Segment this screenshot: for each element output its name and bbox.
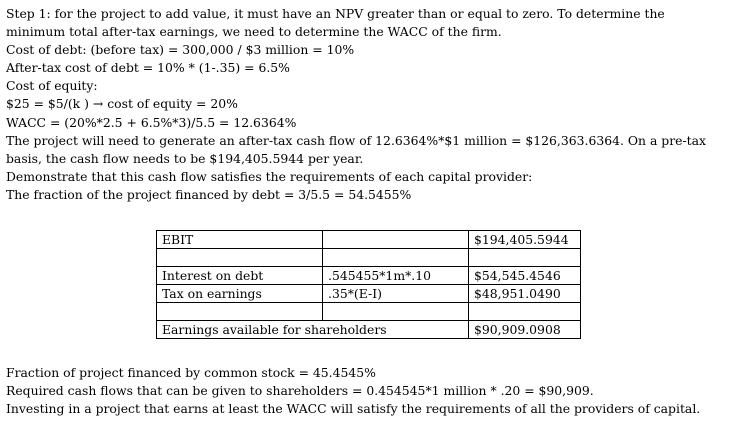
pre-tax-cash-flow-line: basis, the cash flow needs to be $194,405.5944 per year. xyxy=(6,150,364,166)
cost-of-equity-heading: Cost of equity: xyxy=(6,78,98,94)
tax-formula: .35*(E-I) xyxy=(323,285,469,303)
empty-cell xyxy=(323,249,469,267)
intro-line-1: Step 1: for the project to add value, it must have an NPV greater than or equal to zero. To determine the xyxy=(6,6,665,21)
wacc-line: WACC = (20%*2.5 + 6.5%*3)/5.5 = 12.6364% xyxy=(6,114,297,130)
intro-line-2: minimum total after-tax earnings, we need to determine the WACC of the firm. xyxy=(6,24,502,40)
ebit-label: EBIT xyxy=(157,231,323,249)
tax-value: $48,951.0490 xyxy=(469,285,581,303)
ebit-value: $194,405.5944 xyxy=(469,231,581,249)
common-stock-fraction-line: Fraction of project financed by common stock = 45.4545% xyxy=(6,365,376,380)
empty-cell xyxy=(157,303,323,321)
solution-text xyxy=(6,5,746,204)
interest-label: Interest on debt xyxy=(157,267,323,285)
ebit-formula xyxy=(323,231,469,249)
table-row-earnings xyxy=(157,321,581,339)
conclusion-line: Investing in a project that earns at least the WACC will satisfy the requirements of all the providers of capital. xyxy=(6,401,701,417)
table-row-ebit xyxy=(157,231,581,249)
earnings-value: $90,909.0908 xyxy=(469,321,581,339)
cost-of-equity-line: $25 = $5/(k ) → cost of equity = 20% xyxy=(6,96,238,112)
cost-of-debt-line: Cost of debt: (before tax) = 300,000 / $3 million = 10% xyxy=(6,42,355,58)
demonstrate-line: Demonstrate that this cash flow satisfies the requirements of each capital provider: xyxy=(6,168,533,184)
tax-label: Tax on earnings xyxy=(157,285,323,303)
after-tax-cash-flow-line: The project will need to generate an after-tax cash flow of 12.6364%*$1 million = $126,363.6364. On a pre-tax xyxy=(6,132,706,148)
table-row-tax xyxy=(157,285,581,303)
empty-cell xyxy=(469,303,581,321)
earnings-label: Earnings available for shareholders xyxy=(157,321,469,339)
earnings-table xyxy=(156,230,581,339)
empty-cell xyxy=(157,249,323,267)
conclusion-text xyxy=(6,364,746,418)
empty-cell xyxy=(469,249,581,267)
shareholder-cash-flow-line: Required cash flows that can be given to shareholders = 0.454545*1 million * .20 = $90,909. xyxy=(6,383,594,399)
debt-fraction-line: The fraction of the project financed by debt = 3/5.5 = 54.5455% xyxy=(6,186,412,202)
table-row-empty-2 xyxy=(157,303,581,321)
interest-value: $54,545.4546 xyxy=(469,267,581,285)
empty-cell xyxy=(323,303,469,321)
table-row-empty-1 xyxy=(157,249,581,267)
after-tax-cost-of-debt-line: After-tax cost of debt = 10% * (1-.35) = 6.5% xyxy=(6,60,290,76)
table-row-interest xyxy=(157,267,581,285)
earnings-table-wrapper xyxy=(156,230,581,339)
interest-formula: .545455*1m*.10 xyxy=(323,267,469,285)
